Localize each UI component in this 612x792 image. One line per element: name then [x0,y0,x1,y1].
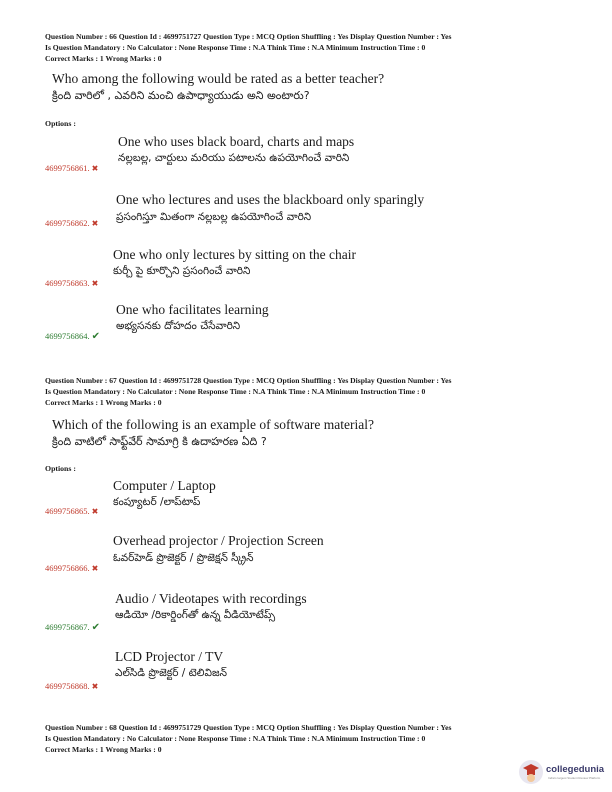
option-text-en: One who uses black board, charts and maps [118,134,355,149]
option-id [45,331,100,342]
option-id [45,681,98,691]
question-67-meta [45,375,585,408]
marks-line: Correct Marks : 1 Wrong Marks : 0 [45,398,162,407]
meta-line: Is Question Mandatory : No Calculator : None Response Time : N.A Think Time : N.A Minimum Instruction Time : 0 [45,43,426,52]
option-id-number: 4699756867. [45,622,90,632]
wrong-mark-icon: ✖ [91,164,99,173]
logo-subtitle: India's largest Student Review Platform [548,776,601,780]
option-text-te: అభ్యసనకు దోహదం చేసేవారిని [116,320,241,332]
options-label: Options : [45,464,76,473]
option-text-en: Overhead projector / Projection Screen [113,533,324,548]
question-68-meta [45,722,585,755]
marks-line: Correct Marks : 1 Wrong Marks : 0 [45,745,162,754]
option-text-te: ఆడియో /రికార్డింగ్‌తో ఉన్న వీడియోటేప్స్ [115,609,276,621]
option-text-en: LCD Projector / TV [115,649,224,664]
option-text-en: One who only lectures by sitting on the chair [113,247,356,262]
marks-line: Correct Marks : 1 Wrong Marks : 0 [45,54,162,63]
option-id-number: 4699756868. [45,681,90,691]
option-id-number: 4699756866. [45,563,90,573]
option-text-te: కంప్యూటర్ /లాప్‌టాప్ [113,496,201,508]
meta-line: Question Number : 68 Question Id : 4699751729 Question Type : MCQ Option Shuffling : Yes Display Question Number : Yes [45,723,452,732]
option-text-en: Computer / Laptop [113,478,216,493]
option-id [45,622,100,633]
option-text-te: కుర్చీ పై కూర్చొని ప్రసంగించే వారిని [113,265,251,277]
meta-line: Is Question Mandatory : No Calculator : None Response Time : N.A Think Time : N.A Minimum Instruction Time : 0 [45,734,426,743]
option-id [45,506,98,516]
meta-line: Question Number : 67 Question Id : 4699751728 Question Type : MCQ Option Shuffling : Yes Display Question Number : Yes [45,376,452,385]
option-id [45,218,98,228]
wrong-mark-icon: ✖ [91,219,99,228]
correct-check-icon: ✔ [91,622,101,633]
option-id-number: 4699756863. [45,278,90,288]
option-id-number: 4699756864. [45,331,90,341]
options-label: Options : [45,119,76,128]
question-text-te: క్రింది వాటిలో సాఫ్ట్‌వేర్ సామాగ్రి కి ఉదాహరణ ఏది ? [52,435,267,448]
wrong-mark-icon: ✖ [91,564,99,573]
meta-line: Is Question Mandatory : No Calculator : None Response Time : N.A Think Time : N.A Minimum Instruction Time : 0 [45,387,426,396]
option-text-en: Audio / Videotapes with recordings [115,591,307,606]
option-id [45,563,98,573]
option-id [45,278,98,288]
option-text-en: One who lectures and uses the blackboard only sparingly [116,192,425,207]
question-67-text [52,416,374,450]
question-text-te: క్రింది వారిలో , ఎవరిని మంచి ఉపాధ్యాయుడు అని అంటారు? [52,89,310,102]
wrong-mark-icon: ✖ [91,279,99,288]
question-text-en: Which of the following is an example of software material? [52,417,375,432]
option-id-number: 4699756861. [45,163,90,173]
correct-check-icon: ✔ [91,331,101,342]
wrong-mark-icon: ✖ [91,682,99,691]
option-id-number: 4699756865. [45,506,90,516]
question-66-text [52,70,384,104]
option-text-en: One who facilitates learning [116,302,269,317]
option-text-te: ప్రసంగిస్తూ మితంగా నల్లబల్ల ఉపయోగించే వారిని [116,211,312,223]
wrong-mark-icon: ✖ [91,507,99,516]
logo-text: collegedunia [546,764,605,775]
option-text-te: ఓవర్‌హెడ్ ప్రొజెక్టర్ / ప్రొజెక్షన్ స్క్రీన్ [113,552,254,564]
question-66-meta [45,31,585,64]
option-id [45,163,98,173]
option-id-number: 4699756862. [45,218,90,228]
question-text-en: Who among the following would be rated as a better teacher? [52,71,385,86]
option-text-te: ఎల్‌సిడి ప్రొజెక్టర్ / టెలివిజన్ [115,667,227,679]
meta-line: Question Number : 66 Question Id : 4699751727 Question Type : MCQ Option Shuffling : Yes Display Question Number : Yes [45,32,452,41]
option-text-te: నల్లబల్ల, చార్టులు మరియు పటాలను ఉపయోగించే వారిని [118,152,350,164]
